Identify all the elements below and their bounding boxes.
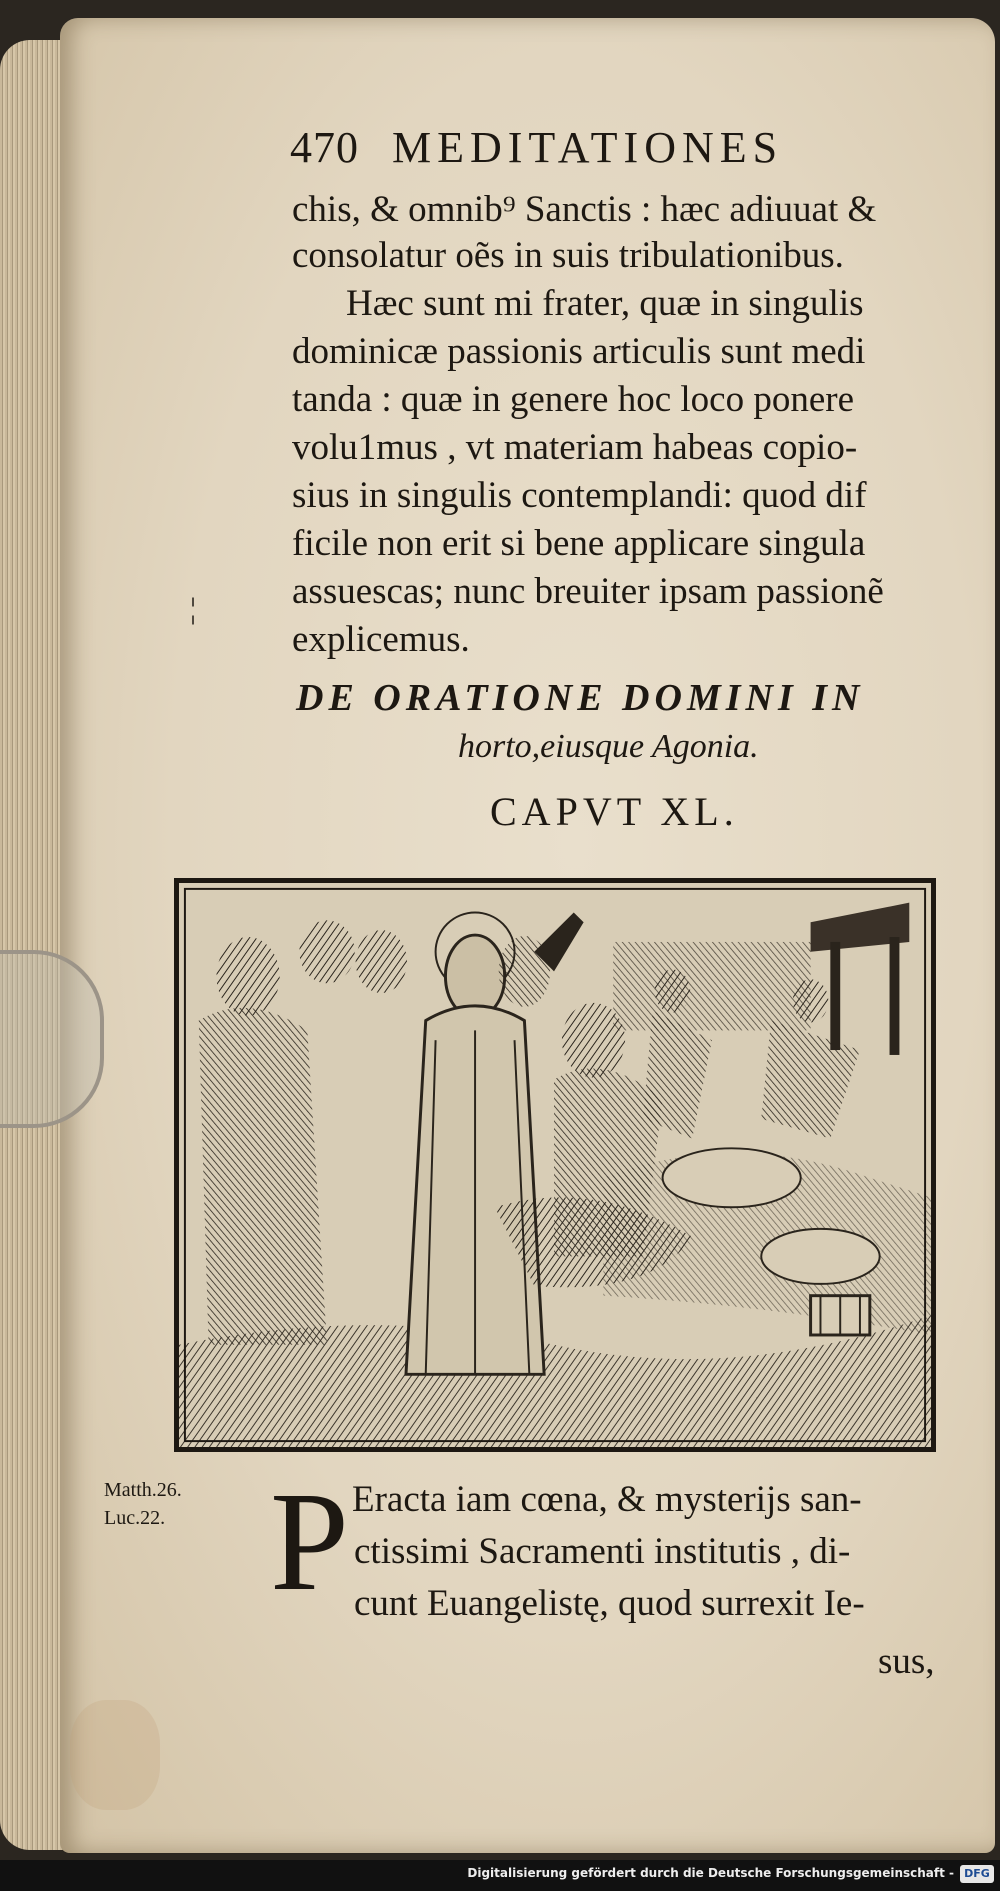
catchword: sus,: [878, 1641, 935, 1682]
woodcut-illustration: [174, 878, 936, 1452]
body-line: Eracta iam cœna, & mysterijs san-: [352, 1479, 862, 1520]
body-line: dominicæ passionis articulis sunt medi: [292, 331, 866, 372]
chapter-number: CAPVT XL.: [490, 789, 739, 834]
page-clip: [0, 950, 104, 1128]
page-number: 470: [290, 123, 359, 172]
body-line: assuescas; nunc breuiter ipsam passionẽ: [292, 571, 884, 612]
body-line: Hæc sunt mi frater, quæ in singulis: [346, 283, 864, 324]
running-header: [290, 122, 783, 173]
body-line: chis, & omnib⁹ Sanctis : hæc adiuuat &: [292, 189, 877, 230]
body-line: ficile non erit si bene applicare singula: [292, 523, 866, 564]
body-line: cunt Euangelistę, quod surrexit Ie-: [354, 1583, 865, 1624]
margin-mark: ¦: [190, 592, 197, 625]
body-line: volu1mus , vt materiam habeas copio-: [292, 427, 858, 468]
paper-stain: [70, 1700, 160, 1810]
body-line: consolatur oẽs in suis tribulationibus.: [292, 235, 844, 276]
marginal-note: [104, 1476, 182, 1532]
woodcut-arrest-of-christ-image: [179, 883, 931, 1447]
running-title: MEDITATIONES: [392, 123, 784, 172]
footer-credit: Digitalisierung gefördert durch die Deutsche Forschungsgemeinschaft -: [467, 1866, 954, 1880]
marginal-note-2: Luc.22.: [104, 1507, 166, 1529]
dfg-logo: DFG: [960, 1865, 994, 1883]
digitization-footer: [0, 1860, 1000, 1891]
body-line: tanda : quæ in genere hoc loco ponere: [292, 379, 854, 420]
body-line: sius in singulis contemplandi: quod dif: [292, 475, 867, 516]
drop-cap: P: [270, 1462, 349, 1620]
chapter-subheading: horto,eiusque Agonia.: [458, 728, 759, 765]
body-line: ctissimi Sacramenti institutis , di-: [354, 1531, 851, 1572]
chapter-heading: DE ORATIONE DOMINI IN: [296, 677, 865, 719]
marginal-note-1: Matth.26.: [104, 1479, 182, 1501]
body-line: explicemus.: [292, 619, 470, 660]
